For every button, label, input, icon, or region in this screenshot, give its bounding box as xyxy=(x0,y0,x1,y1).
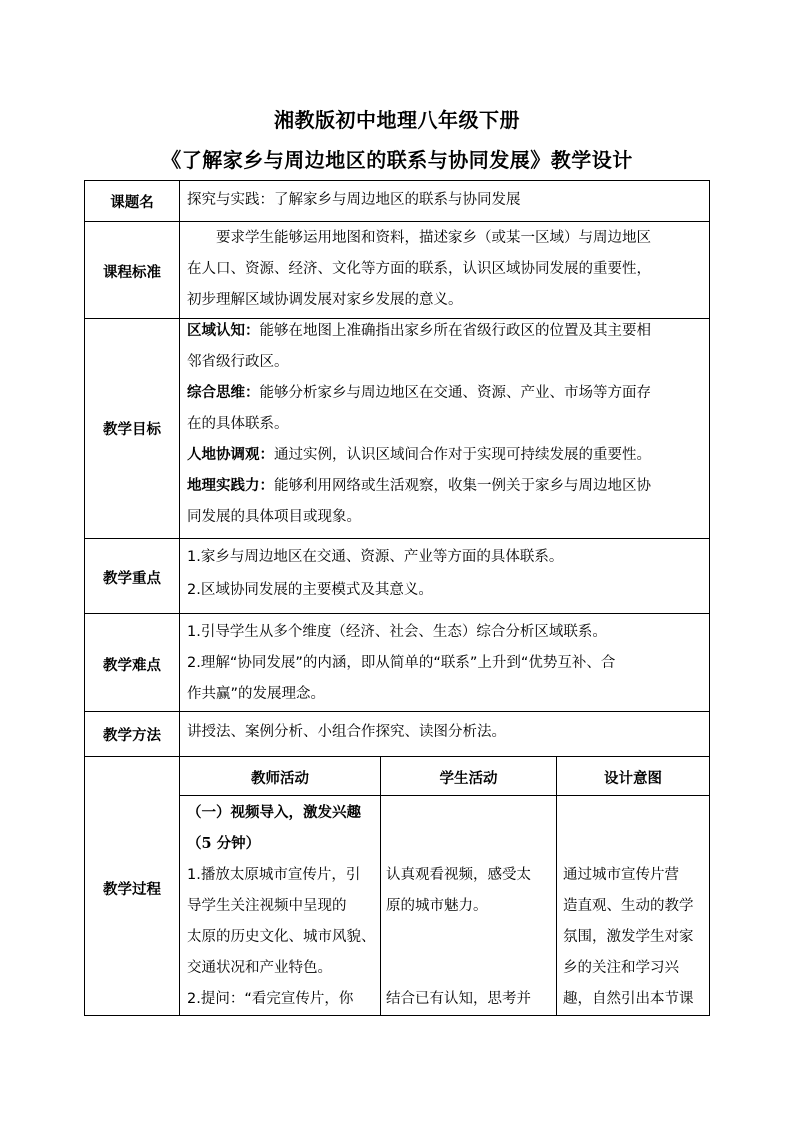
document-title-line1: 湘教版初中地理八年级下册 xyxy=(274,108,520,132)
table-row-divider xyxy=(84,613,709,614)
goal-region-cognition xyxy=(187,316,651,347)
goal-title: 综合思维： xyxy=(187,385,260,401)
table-row-divider xyxy=(84,538,709,539)
difficulty-item: 2.理解“协同发展”的内涵，即从简单的“联系”上升到“优势互补、合 xyxy=(187,655,616,671)
column-header-teacher: 教师活动 xyxy=(251,771,309,787)
goal-geo-practice xyxy=(187,471,651,502)
goal-text: 邻省级行政区。 xyxy=(187,354,289,370)
column-header-design: 设计意图 xyxy=(604,771,662,787)
table-row-divider xyxy=(84,711,709,712)
goal-text: 能够分析家乡与周边地区在交通、资源、产业、市场等方面存 xyxy=(259,385,651,401)
design-intent-line: 通过城市宣传片营 xyxy=(563,867,679,883)
row-label-key-points: 教学重点 xyxy=(103,571,161,587)
design-intent-line: 氛围，激发学生对家 xyxy=(563,929,694,945)
goal-text: 能够利用网络或生活观察，收集一例关于家乡与周边地区协 xyxy=(274,478,651,494)
process-header-divider xyxy=(179,795,709,796)
process-column-divider xyxy=(556,756,557,1016)
teacher-activity-line: 2.提问：“看完宣传片，你 xyxy=(187,991,354,1007)
teacher-activity-line: 交通状况和产业特色。 xyxy=(187,960,332,976)
student-activity-line: 认真观看视频，感受太 xyxy=(386,867,531,883)
student-activity-line: 原的城市魅力。 xyxy=(386,898,488,914)
student-activity-line: 结合已有认知，思考并 xyxy=(386,991,531,1007)
teacher-activity-line: 太原的历史文化、城市风貌、 xyxy=(187,929,376,945)
table-border-top xyxy=(84,180,709,181)
row-label-goals: 教学目标 xyxy=(103,422,161,438)
goal-integrated-thinking xyxy=(187,378,651,409)
document-title-line2: 《了解家乡与周边地区的联系与协同发展》教学设计 xyxy=(161,148,633,172)
goal-text: 能够在地图上准确指出家乡所在省级行政区的位置及其主要相 xyxy=(259,323,651,339)
table-border-bottom xyxy=(84,1015,709,1016)
standard-line: 要求学生能够运用地图和资料，描述家乡（或某一区域）与周边地区 xyxy=(216,230,651,246)
key-point-item: 1.家乡与周边地区在交通、资源、产业等方面的具体联系。 xyxy=(187,549,564,565)
difficulty-item: 1.引导学生从多个维度（经济、社会、生态）综合分析区域联系。 xyxy=(187,624,607,640)
design-intent-line: 趣，自然引出本节课 xyxy=(563,991,694,1007)
goal-text: 在的具体联系。 xyxy=(187,416,289,432)
design-intent-line: 乡的关注和学习兴 xyxy=(563,960,679,976)
difficulty-item: 作共赢”的发展理念。 xyxy=(187,686,326,702)
goal-text: 同发展的具体项目或现象。 xyxy=(187,509,361,525)
table-row-divider xyxy=(84,221,709,222)
methods-content: 讲授法、案例分析、小组合作探究、读图分析法。 xyxy=(187,724,506,740)
goal-text: 通过实例，认识区域间合作对于实现可持续发展的重要性。 xyxy=(274,447,651,463)
row-label-methods: 教学方法 xyxy=(103,728,161,744)
goal-human-land-harmony xyxy=(187,440,651,471)
row-label-difficulties: 教学难点 xyxy=(103,658,161,674)
row-label-standard: 课程标准 xyxy=(103,265,161,281)
goal-title: 地理实践力： xyxy=(187,478,274,494)
standard-line: 初步理解区域协调发展对家乡发展的意义。 xyxy=(187,292,463,308)
process-column-divider xyxy=(380,756,381,1016)
process-section-duration: （5 分钟） xyxy=(187,835,261,852)
process-section-title: （一）视频导入，激发兴趣 xyxy=(187,804,361,821)
goal-title: 人地协调观： xyxy=(187,447,274,463)
row-label-topic: 课题名 xyxy=(110,195,154,211)
teacher-activity-line: 导学生关注视频中呈现的 xyxy=(187,898,347,914)
key-point-item: 2.区域协同发展的主要模式及其意义。 xyxy=(187,582,433,598)
table-border-right xyxy=(709,180,710,1016)
standard-line: 在人口、资源、经济、文化等方面的联系，认识区域协同发展的重要性， xyxy=(187,261,651,277)
row-label-process: 教学过程 xyxy=(103,882,161,898)
topic-content: 探究与实践：了解家乡与周边地区的联系与协同发展 xyxy=(187,192,521,208)
design-intent-line: 造直观、生动的教学 xyxy=(563,898,694,914)
goal-title: 区域认知： xyxy=(187,323,260,339)
column-header-student: 学生活动 xyxy=(439,771,498,787)
table-row-divider xyxy=(84,756,709,757)
teacher-activity-line: 1.播放太原城市宣传片，引 xyxy=(187,867,361,883)
